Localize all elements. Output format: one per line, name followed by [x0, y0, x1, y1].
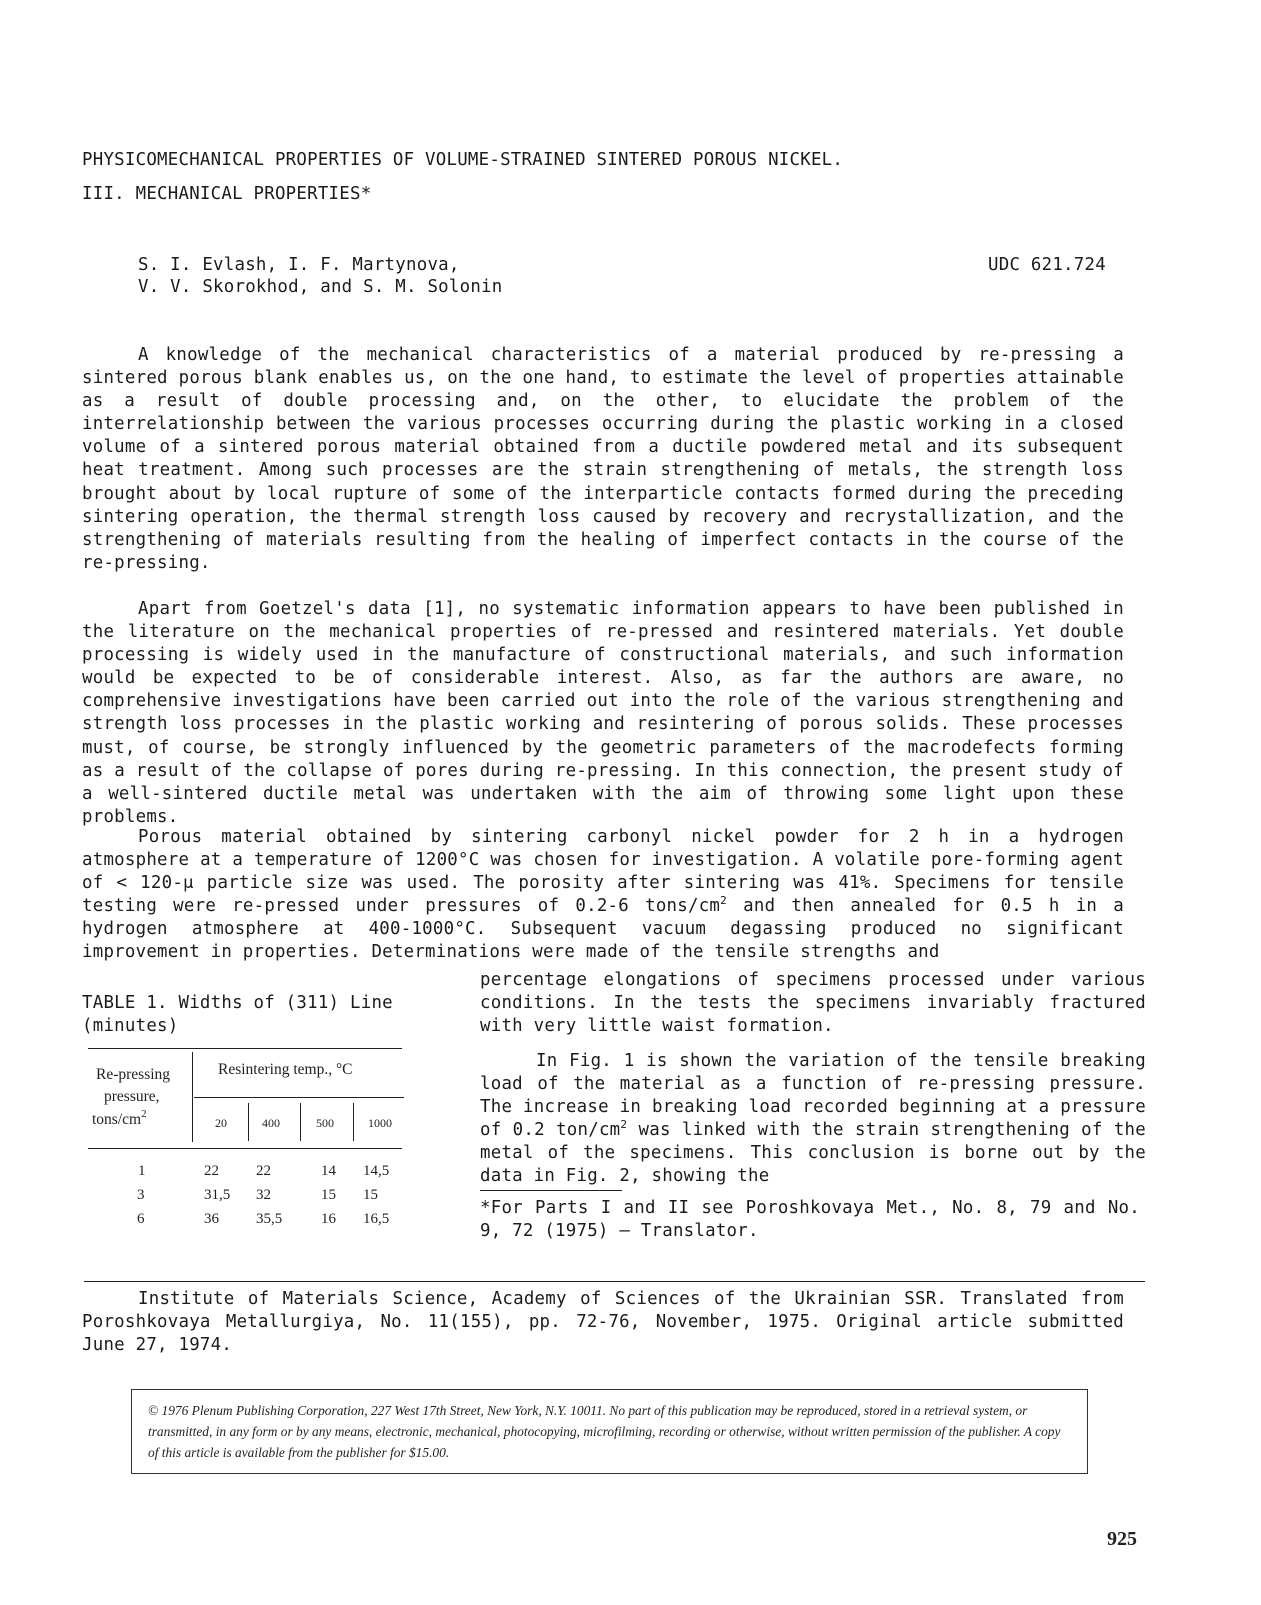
table-cell-pressure: 6 — [137, 1211, 145, 1227]
table-cell: 15 — [363, 1187, 378, 1203]
table-col-divider — [353, 1103, 354, 1141]
table-col-header: 20 — [215, 1116, 227, 1130]
affiliation: Institute of Materials Science, Academy of Sciences of the Ukrainian SSR. Translated from Poroshkovaya Metallurgiya, No. 11(155), pp. 72-76, November, 1975. Original article submitted June 27, 1974. — [82, 1289, 1124, 1356]
table-cell: 14 — [321, 1163, 336, 1179]
article-title-line2: III. MECHANICAL PROPERTIES* — [82, 184, 372, 204]
table-cell-pressure: 1 — [138, 1163, 146, 1179]
paragraph-3 — [82, 826, 1124, 965]
table-cell: 15 — [321, 1187, 336, 1203]
copyright-notice: © 1976 Plenum Publishing Corporation, 227 West 17th Street, New York, N.Y. 10011. No part of this publication may be reproduced, stored in a retrieval system, or transmitted, in any form or by any means, electronic, mechanical, photocopying, microfilming, recording or otherwise, without written permission of the publisher. A copy of this article is available from the publisher for $15.00. — [148, 1403, 1061, 1460]
paragraph-4 — [480, 1050, 1146, 1189]
table-cell: 22 — [256, 1163, 271, 1179]
authors-line1: S. I. Evlash, I. F. Martynova, — [138, 255, 460, 275]
table-cell: 31,5 — [204, 1187, 231, 1203]
table-col-header: 1000 — [368, 1116, 392, 1130]
table-stub-divider — [192, 1052, 193, 1142]
table-col-divider — [300, 1103, 301, 1141]
article-title-line1: PHYSICOMECHANICAL PROPERTIES OF VOLUME-STRAINED SINTERED POROUS NICKEL. — [82, 150, 844, 170]
table-cell: 16 — [321, 1211, 336, 1227]
paragraph-2: Apart from Goetzel's data [1], no systematic information appears to have been published in the literature on the mechanical properties of re-pressed and resintered materials. Yet double processing is widely used in the manufacture of constructional materials, and such information would be expected to be of considerable interest. Also, as far the authors are aware, no comprehensive investigations have been carried out into the role of the various strengthening and strength loss processes in the plastic working and resintering of porous solids. These processes must, of course, be strongly influenced by the geometric parameters of the macrodefects forming as a result of the collapse of pores during re-pressing. In this connection, the present study of a well-sintered ductile metal was undertaken with the aim of throwing some light upon these problems. — [82, 599, 1124, 827]
table-stub-header-2: pressure, — [104, 1088, 160, 1105]
paragraph-3-text-a: Porous material obtained by sintering carbonyl nickel powder for 2 h in a hydrogen atmosphere at a temperature of 1200°C was chosen for investigation. A volatile pore-forming agent of < 120-μ particle size was used. The porosity after sintering was 41%. Specimens for tensile testing were re-pressed under pressures of 0.2-6 tons/cm — [82, 827, 1124, 917]
footnote: *For Parts I and II see Poroshkovaya Met., No. 8, 79 and No. 9, 72 (1975) — Translator. — [480, 1198, 1140, 1242]
affiliation-rule — [84, 1281, 1145, 1282]
table-stub-header-3: tons/$cm^2$ — [92, 1108, 147, 1128]
superscript-2: 2 — [620, 1118, 628, 1132]
table-col-divider — [248, 1103, 249, 1141]
table-header-rule — [88, 1148, 402, 1149]
udc-code: UDC 621.724 — [988, 255, 1106, 275]
table-cell: 35,5 — [256, 1211, 283, 1227]
table-1 — [88, 1048, 408, 1248]
table-cell: 14,5 — [363, 1163, 390, 1179]
paragraph-3-continuation: percentage elongations of specimens processed under various conditions. In the tests the specimens invariably fractured with very little waist formation. — [480, 970, 1146, 1037]
table-cell: 32 — [256, 1187, 271, 1203]
paragraph-1: A knowledge of the mechanical characteristics of a material produced by re-pressing a sintered porous blank enables us, on the one hand, to estimate the level of properties attainable as a result of double processing and, on the other, to elucidate the problem of the interrelationship between the various processes occurring during the plastic working in a closed volume of a sintered porous material obtained from a ductile powdered metal and its subsequent heat treatment. Among such processes are the strain strengthening of metals, the strength loss brought about by local rupture of some of the interparticle contacts formed during the preceding sintering operation, the thermal strength loss caused by recovery and recrystallization, and the strengthening of materials resulting from the healing of imperfect contacts in the course of the re-pressing. — [82, 345, 1124, 573]
table-group-header: Resintering temp., °C — [218, 1061, 353, 1078]
table-cell: 36 — [204, 1211, 219, 1227]
table-cell: 22 — [204, 1163, 219, 1179]
table-cell: 16,5 — [363, 1211, 390, 1227]
table-col-header: 400 — [262, 1116, 280, 1130]
table-col-header: 500 — [316, 1116, 334, 1130]
footnote-rule — [480, 1190, 622, 1191]
table-cell-pressure: 3 — [137, 1187, 145, 1203]
page-number: 925 — [1107, 1528, 1137, 1550]
superscript-2: 2 — [720, 894, 728, 908]
table-top-rule — [88, 1048, 402, 1049]
table-group-rule — [194, 1097, 404, 1098]
paragraph-3-text-b: and then annealed for 0.5 h in a hydrogen atmosphere at 400-1000°C. Subsequent vacuum degassing produced no significant improvement in properties. Determinations were made of the tensile strengths and — [82, 896, 1124, 963]
table-caption: TABLE 1. Widths of (311) Line (minutes) — [82, 993, 393, 1037]
copyright-box — [131, 1389, 1088, 1474]
table-stub-header-1: Re-pressing — [96, 1066, 171, 1083]
authors-line2: V. V. Skorokhod, and S. M. Solonin — [138, 277, 503, 297]
paragraph-4-text-b: was linked with the strain strengthening of the metal of the specimens. This conclusion is borne out by the data in Fig. 2, showing the — [480, 1120, 1146, 1187]
paragraph-4-text-a: In Fig. 1 is shown the variation of the tensile breaking load of the material as a function of re-pressing pressure. The increase in breaking load recorded beginning at a pressure of 0.2 ton/cm — [480, 1051, 1146, 1141]
